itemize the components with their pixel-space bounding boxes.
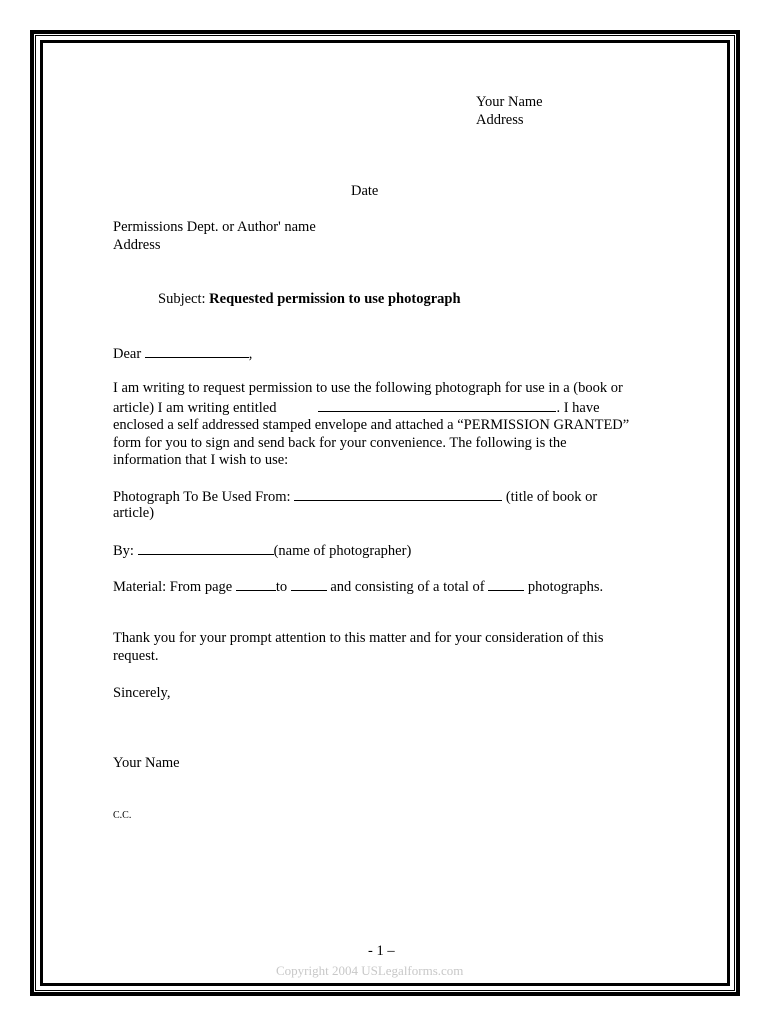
page-number: - 1 – [368,943,395,959]
cc-label: C.C. [113,810,132,821]
thanks-paragraph [113,630,663,665]
p1-line-2 [113,398,663,418]
copyright-notice: Copyright 2004 USLegalforms.com [276,963,464,978]
body-paragraph-1 [113,380,663,470]
p1-line-5: information that I wish to use: [113,452,289,468]
closing: Sincerely, [113,685,171,701]
photo-from-line [113,487,597,507]
material-suffix: photographs. [527,579,604,595]
recipient-name: Permissions Dept. or Author' name [113,219,316,235]
by-label: By: [113,543,134,559]
sender-name: Your Name [476,94,543,110]
subject-line [158,291,461,309]
recipient-address: Address [113,237,161,253]
p1-line-3: enclosed a self addressed stamped envelope and attached a “PERMISSION GRANTED” [113,417,630,433]
subject-label: Subject: [158,291,206,307]
material-line [113,577,603,597]
p1-line-2-end: . I have [556,399,600,416]
p1-line-4: form for you to sign and send back for your convenience. The following is the [113,434,567,451]
title-blank[interactable] [318,398,556,412]
by-line [113,541,411,561]
recipient-blank[interactable] [145,344,249,358]
photo-source-blank[interactable] [294,487,502,501]
thanks-line-1: Thank you for your prompt attention to this matter and for your consideration of this [113,630,604,646]
photo-from-suffix: (title of book or [505,489,598,505]
photo-from-label: Photograph To Be Used From: [113,489,291,505]
photo-from-cont: article) [113,505,155,521]
salutation-suffix: , [248,346,253,362]
photographer-blank[interactable] [138,541,274,555]
sender-address: Address [476,112,524,128]
by-suffix: (name of photographer) [273,543,412,559]
thanks-line-2: request. [113,647,159,664]
page-to-blank[interactable] [291,577,327,591]
salutation-prefix: Dear [113,346,142,362]
salutation [113,344,252,364]
subject-text: Requested permission to use photograph [209,291,461,307]
photo-count-blank[interactable] [488,577,524,591]
p1-line-2-text: article) I am writing entitled [113,399,277,416]
signature-name: Your Name [113,755,180,771]
material-mid: and consisting of a total of [330,579,485,595]
p1-line-1: I am writing to request permission to use the following photograph for use in a (book or [113,380,623,396]
date-label: Date [351,183,379,199]
page-from-blank[interactable] [236,577,276,591]
material-to: to [275,579,288,595]
material-prefix: Material: From page [113,579,233,595]
